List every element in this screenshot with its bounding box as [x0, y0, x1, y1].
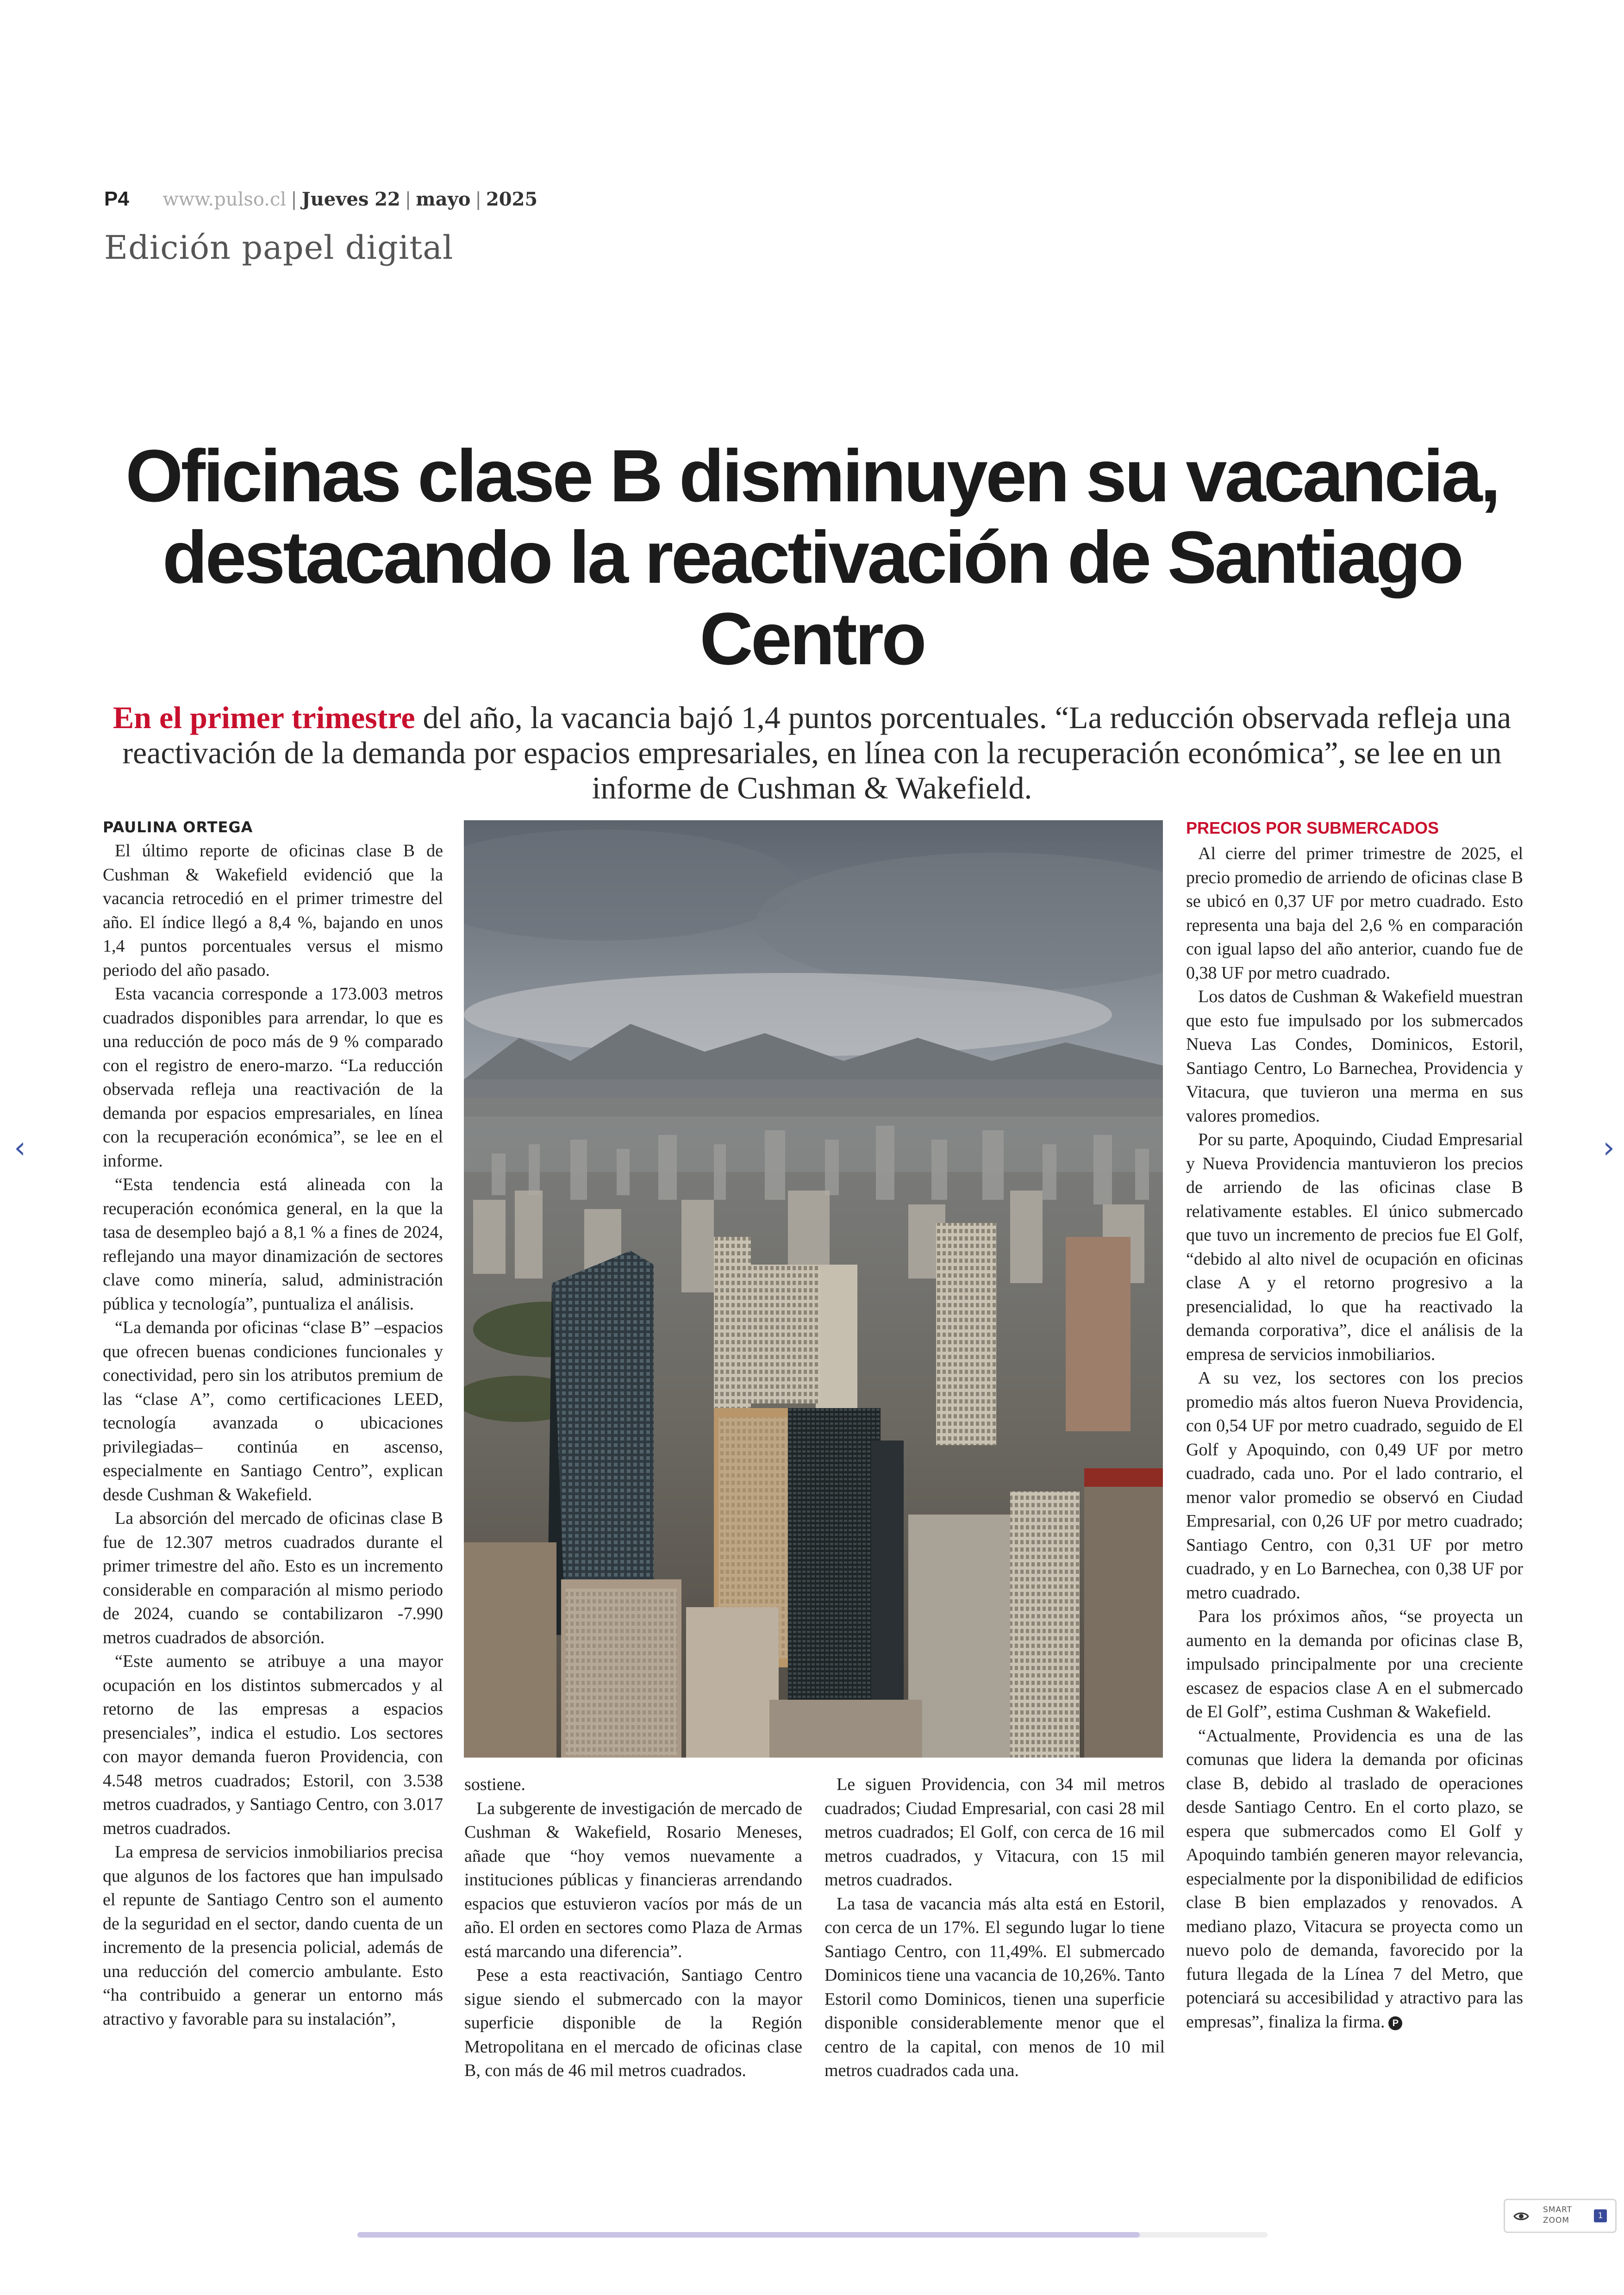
paragraph: La empresa de servicios inmobiliarios precisa que algunos de los factores que han impulsado el repunte de Santiago Centro son el aumento de la seguridad en el sector, dando cuenta de un incremento de la presencia policial, además de una reducción del comercio ambulante. Esto “ha contribuido a generar un entorno más atractivo y favorable para su instalación”,	[103, 1842, 443, 2029]
paragraph: “Esta tendencia está alineada con la recuperación económica general, en la que la tasa de desempleo bajó a 8,1 % a fines de 2024, reflejando una mayor dinamización de sectores clave como minería, salud, administración pública y tecnología”, puntualiza el análisis.	[103, 1175, 443, 1314]
next-page-button[interactable]	[1593, 1125, 1624, 1171]
article-column-2	[464, 1773, 802, 2083]
article-column-1	[103, 817, 443, 2031]
paragraph: Los datos de Cushman & Wakefield muestran que esto fue impulsado por los submercados Nueva Las Condes, Dominicos, Estoril, Santiago Centro, Lo Barnechea, Providencia y Vitacura, que tuvieron una merma en sus valores promedios.	[1186, 987, 1523, 1126]
paragraph: Esta vacancia corresponde a 173.003 metros cuadrados disponibles para arrendar, lo que es una reducción de poco más de 9 % comparado con el registro de enero-marzo. “La reducción observada refleja una reactivación de la demanda por espacios empresariales, en línea con la recuperación económica”, se lee en el informe.	[103, 984, 443, 1171]
paragraph: “Este aumento se atribuye a una mayor ocupación en los distintos submercados y al retorno de las empresas a espacios presenciales”, indica el estudio. Los sectores con mayor demanda fueron Providencia, con 4.548 metros cuadrados; Estoril, con 3.538 metros cuadrados, y Santiago Centro, con 3.017 metros cuadrados.	[103, 1652, 443, 1838]
horizontal-scrollbar-thumb[interactable]	[357, 2232, 1140, 2238]
smart-zoom-button[interactable]	[1504, 2199, 1617, 2233]
eye-icon	[1513, 2208, 1529, 2224]
paragraph-text: “Actualmente, Providencia es una de las comunas que lidera la demanda por oficinas clase B, debido al traslado de operaciones desde Santiago Centro. En el corto plazo, se espera que submercados como El Golf y Apoquindo también generen mayor relevancia, especialmente por la disponibilidad de edificios clase B bien emplazados y renovados. A mediano plazo, Vitacura se proyecta como un nuevo polo de demanda, favorecido por la futura llegada de la Línea 7 del Metro, que potenciará su accesibilidad y atractivo para las empresas”, finaliza la firma.	[1186, 1726, 1523, 2032]
lede-text: del año, la vacancia bajó 1,4 puntos porcentuales. “La reducción observada refleja una reactivación de la demanda por espacios empresariales, en línea con la recuperación económica”, se lee en un informe de Cushman & Wakefield.	[122, 700, 1512, 805]
paragraph: La tasa de vacancia más alta está en Estoril, con cerca de un 17%. El segundo lugar lo tiene Santiago Centro, con 11,49%. El submercado Dominicos tiene una vacancia de 10,26%. Tanto Estoril como Dominicos, tienen una superficie disponible considerablemente menor que el centro de la capital, con menos de 10 mil metros cuadrados cada una.	[824, 1894, 1165, 2080]
lede-lead: En el primer trimestre	[112, 700, 415, 735]
page-number: P4	[104, 187, 129, 210]
paragraph: La subgerente de investigación de mercado de Cushman & Wakefield, Rosario Meneses, añade que “hoy vemos nuevamente a instituciones públicas y financieras arrendando espacios que estuvieron vacíos por más de un año. El orden en sectores como Plaza de Armas está marcando una diferencia”.	[464, 1798, 802, 1961]
date-weekday: Jueves	[301, 188, 369, 210]
paragraph: Para los próximos años, “se proyecta un aumento en la demanda por oficinas clase B, impulsado principalmente por una creciente escasez de espacios clase A en el submercado de El Golf”, estima Cushman & Wakefield.	[1186, 1607, 1523, 1721]
smart-zoom-label	[1543, 2205, 1589, 2226]
article-column-3	[824, 1773, 1165, 2083]
headline-line: Oficinas clase B disminuyen su vacancia,	[125, 434, 1499, 517]
headline	[93, 435, 1531, 680]
site-url: www.pulso.cl	[162, 189, 287, 210]
city-skyline-image	[464, 820, 1163, 1758]
separator: |	[475, 189, 481, 210]
page-header-line	[104, 185, 752, 213]
headline-line: Centro	[700, 597, 924, 680]
paragraph: Pese a esta reactivación, Santiago Centro sigue siendo el submercado con la mayor superficie disponible de la Región Metropolitana en el mercado de oficinas clase B, con más de 46 mil metros cuadrados.	[464, 1965, 802, 2080]
edition-label: Edición papel digital	[104, 229, 454, 267]
lede	[106, 700, 1518, 805]
paragraph: Le siguen Providencia, con 34 mil metros cuadrados; Ciudad Empresarial, con casi 28 mil metros cuadrados; El Golf, con cerca de 16 mil metros cuadrados, y Vitacura, con 15 mil metros cuadrados.	[824, 1775, 1165, 1890]
chevron-left-icon: ‹	[14, 1131, 26, 1165]
separator: |	[291, 189, 297, 210]
smart-zoom-label-line: ZOOM	[1543, 2216, 1570, 2225]
paragraph: El último reporte de oficinas clase B de Cushman & Wakefield evidenció que la vacancia retrocedió en el primer trimestre del año. El índice llegó a 8,4 %, bajando en unos 1,4 puntos porcentuales versus el mismo periodo del año pasado.	[103, 841, 443, 980]
zoom-level-badge: 1	[1594, 2209, 1607, 2222]
article-column-4	[1186, 817, 1523, 2034]
paragraph: La absorción del mercado de oficinas clase B fue de 12.307 metros cuadrados durante el primer trimestre del año. Esto es un incremento considerable en comparación al mismo periodo de 2024, cuando se contabilizaron -7.990 metros cuadrados de absorción.	[103, 1509, 443, 1647]
section-subhead: PRECIOS POR SUBMERCADOS	[1186, 818, 1439, 837]
date-month: mayo	[416, 188, 471, 210]
date-year: 2025	[486, 188, 538, 210]
paragraph: A su vez, los sectores con los precios promedio más altos fueron Nueva Providencia, con 0,54 UF por metro cuadrado, seguido de El Golf y Apoquindo, con 0,49 UF por metro cuadrado, cada uno. Por el lado contrario, el menor valor promedio se observó en Ciudad Empresarial, con 0,26 UF por metro cuadrado; Santiago Centro, con 0,31 UF por metro cuadrado, y en Lo Barnechea, con 0,38 UF por metro cuadrado.	[1186, 1368, 1523, 1603]
paragraph: Al cierre del primer trimestre de 2025, el precio promedio de arriendo de oficinas clase B se ubicó en 0,37 UF por metro cuadrado. Esto representa una baja del 2,6 % en comparación con igual lapso del año anterior, cuando fue de 0,38 UF por metro cuadrado.	[1186, 844, 1523, 983]
chevron-right-icon: ›	[1603, 1131, 1615, 1165]
headline-line: destacando la reactivación de Santiago	[162, 516, 1462, 599]
paragraph	[1186, 1724, 1523, 2034]
paragraph-continuation: sostiene.	[464, 1775, 525, 1794]
article-photo-santiago-skyline	[464, 820, 1163, 1758]
paragraph: “La demanda por oficinas “clase B” –espacios que ofrecen buenas condiciones funcionales y conectividad, pero sin los atributos premium de las “clase A”, como certificaciones LEED, tecnología avanzada o ubicaciones privilegiadas– continúa en ascenso, especialmente en Santiago Centro”, explican desde Cushman & Wakefield.	[103, 1318, 443, 1504]
previous-page-button[interactable]	[4, 1125, 36, 1171]
paragraph: Por su parte, Apoquindo, Ciudad Empresarial y Nueva Providencia mantuvieron los precios de arriendo de las oficinas clase B relativamente estables. El único submercado que tuvo un incremento de precios fue El Golf, “debido al alto nivel de ocupación en oficinas clase A y el retorno progresivo a la presencialidad, lo que ha reactivado la demanda corporativa”, dice el análisis de la empresa de servicios inmobiliarios.	[1186, 1130, 1523, 1364]
byline: PAULINA ORTEGA	[103, 818, 253, 836]
end-mark-icon: P	[1388, 2016, 1402, 2030]
smart-zoom-label-line: SMART	[1543, 2205, 1573, 2214]
separator: |	[405, 189, 412, 210]
date-day: 22	[375, 188, 400, 210]
